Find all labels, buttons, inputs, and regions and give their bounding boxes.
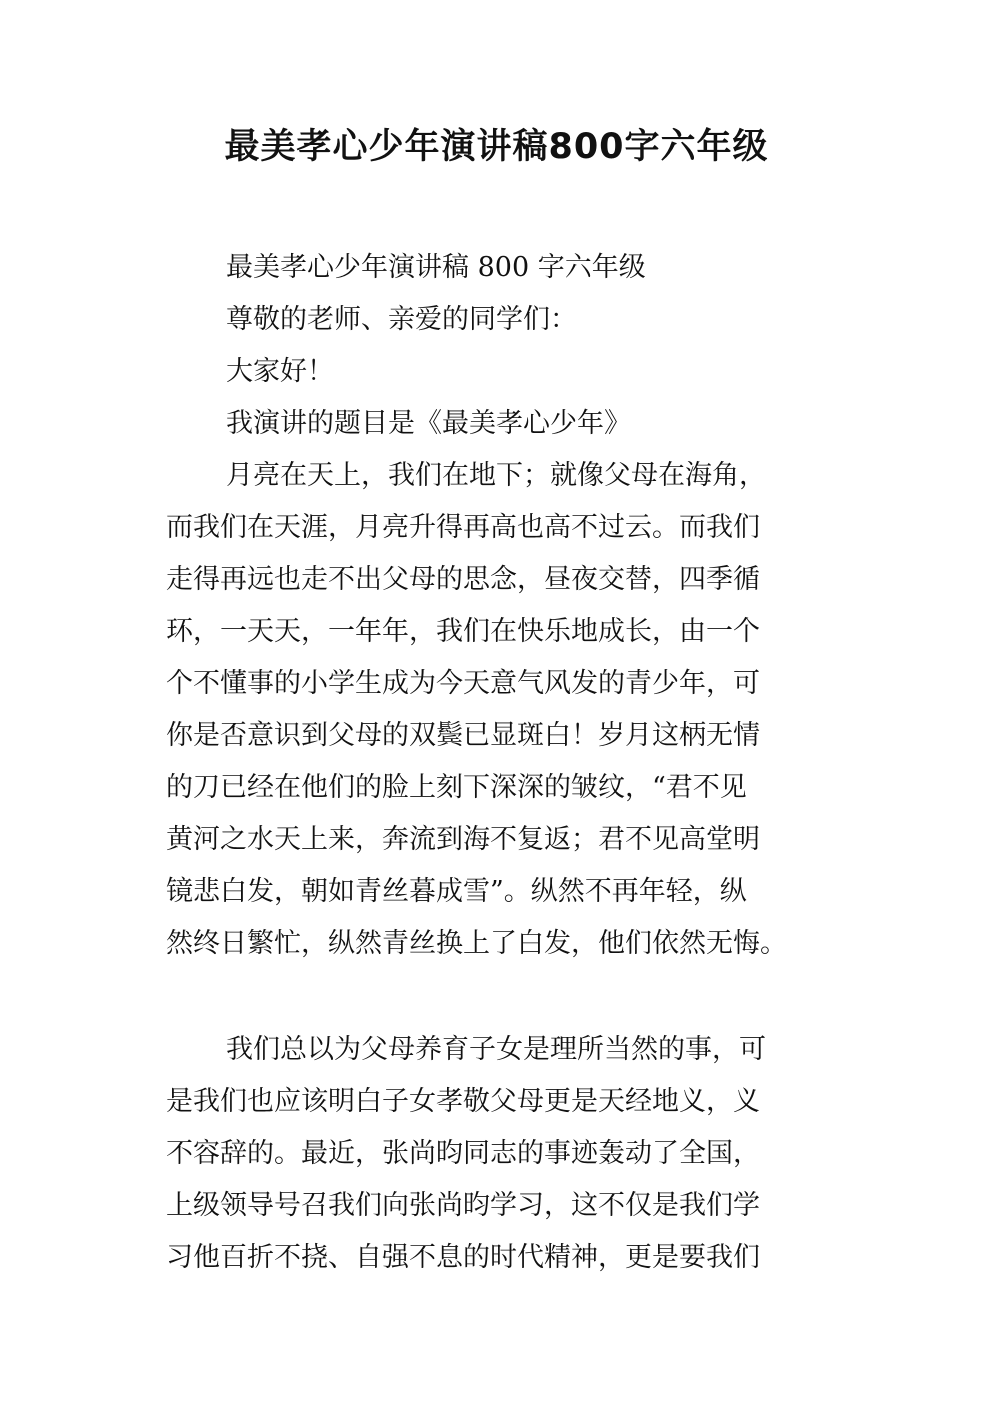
paragraph-line: 不容辞的。最近，张尚昀同志的事迹轰动了全国，: [166, 1138, 760, 1169]
paragraph-line: 的刀已经在他们的脸上刻下深深的皱纹，“君不见: [166, 772, 747, 803]
paragraph-line: 是我们也应该明白子女孝敬父母更是天经地义，义: [166, 1086, 760, 1117]
paragraph-gap: [166, 970, 846, 1024]
paragraph-2: [166, 1024, 846, 1284]
paragraph-line: 黄河之水天上来，奔流到海不复返；君不见高堂明: [166, 824, 760, 855]
paragraph-line: 走得再远也走不出父母的思念，昼夜交替，四季循: [166, 564, 760, 595]
paragraph-line: 上级领导号召我们向张尚昀学习，这不仅是我们学: [166, 1190, 760, 1221]
paragraph-line: 个不懂事的小学生成为今天意气风发的青少年，可: [166, 668, 760, 699]
paragraph-line: 习他百折不挠、自强不息的时代精神，更是要我们: [166, 1242, 760, 1273]
paragraph-line: 镜悲白发，朝如青丝暮成雪”。纵然不再年轻，纵: [166, 876, 747, 907]
paragraph-line: 环，一天天，一年年，我们在快乐地成长，由一个: [166, 616, 760, 647]
paragraph-line: 而我们在天涯，月亮升得再高也高不过云。而我们: [166, 512, 760, 543]
document-body: [166, 242, 846, 1284]
greeting-line: 大家好！: [226, 356, 334, 387]
paragraph-line: 我们总以为父母养育子女是理所当然的事，可: [226, 1034, 766, 1065]
paragraph-line: 然终日繁忙，纵然青丝换上了白发，他们依然无悔。: [166, 928, 787, 959]
paragraph-1: [166, 450, 846, 970]
paragraph-line: 月亮在天上，我们在地下；就像父母在海角，: [226, 460, 766, 491]
paragraph-line: 你是否意识到父母的双鬓已显斑白！岁月这柄无情: [166, 720, 760, 751]
document-title: 最美孝心少年演讲稿800字六年级: [224, 127, 769, 167]
subtitle-line: 最美孝心少年演讲稿 800 字六年级: [226, 252, 646, 283]
salutation-line: 尊敬的老师、亲爱的同学们：: [226, 304, 577, 335]
topic-line: 我演讲的题目是《最美孝心少年》: [226, 408, 631, 439]
